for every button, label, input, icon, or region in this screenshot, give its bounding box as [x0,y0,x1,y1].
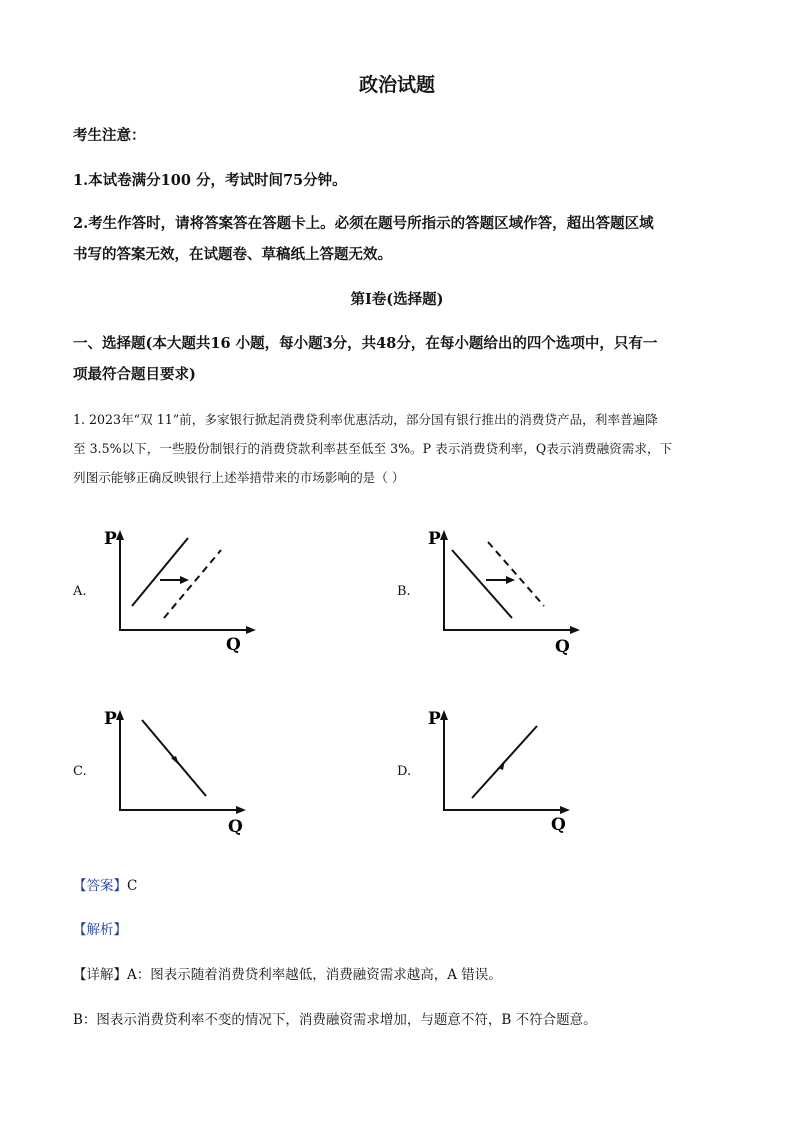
notice-item-2-line2: 书写的答案无效，在试题卷、草稿纸上答题无效。 [73,246,392,263]
detail-line-a [73,963,502,983]
option-b-y-label: P [428,529,441,549]
option-c-graph [100,700,290,840]
option-b-dashed-curve [488,542,544,606]
option-d-y-arrow [440,710,448,720]
question-1-line3: 列图示能够正确反映银行上述举措带来的市场影响的是（ ） [73,470,405,485]
part1-instructions-line1: 一、选择题(本大题共16 小题，每小题3分，共48分，在每小题给出的四个选项中，只有一 [73,335,658,352]
option-a-y-label: P [104,529,117,549]
option-a-graph [100,520,290,660]
detail-label: 【详解】 [73,967,127,983]
detail-a-text: A：图表示随着消费贷利率越低，消费融资需求越高，A 错误。 [127,967,502,983]
question-1-line1: 1. 2023年“双 11”前，多家银行掀起消费贷利率优惠活动，部分国有银行推出的消费贷产品，利率普遍降 [73,412,658,427]
option-c-y-label: P [104,709,117,729]
option-a-letter: A. [73,584,87,599]
option-b-x-label: Q [555,637,570,657]
option-a-dashed-curve [164,550,221,618]
section-title: 第Ⅰ卷(选择题) [350,291,444,308]
answer-value: C [127,878,138,894]
notice-item-1: 1.本试卷满分100 分，考试时间75分钟。 [73,172,347,189]
option-d-graph [424,700,614,840]
option-d-x-arrow [560,806,570,814]
option-a-solid-curve [132,538,188,606]
option-a-x-label: Q [226,635,241,655]
option-c-x-arrow [236,806,246,814]
option-b-y-arrow [440,530,448,540]
question-1-line2: 至 3.5%以下，一些股份制银行的消费贷款利率甚至低至 3%。P 表示消费贷利率，Q表示消费融资需求，下 [73,441,673,456]
option-b-shift-arrow-head [506,576,515,584]
option-c-x-label: Q [228,817,243,837]
notice-heading: 考生注意： [73,127,146,144]
detail-line-b: B：图表示消费贷利率不变的情况下，消费融资需求增加，与题意不符，B 不符合题意。 [73,1012,597,1028]
option-d-x-label: Q [551,815,566,835]
option-a-shift-arrow-head [180,576,189,584]
option-b-solid-curve [452,550,512,618]
option-b-graph [424,520,614,660]
option-d-letter: D. [397,764,412,779]
option-b-x-arrow [570,626,580,634]
option-c-y-arrow [116,710,124,720]
option-d-y-label: P [428,709,441,729]
analysis-label: 【解析】 [73,922,127,938]
option-b-letter: B. [397,584,411,599]
answer-line [73,874,137,894]
option-a-x-arrow [246,626,256,634]
option-a-y-arrow [116,530,124,540]
option-c-letter: C. [73,764,87,779]
page-title: 政治试题 [358,74,435,96]
answer-label: 【答案】 [73,878,127,894]
part1-instructions-line2: 项最符合题目要求) [73,366,196,383]
notice-item-2-line1: 2.考生作答时，请将答案答在答题卡上。必须在题号所指示的答题区域作答，超出答题区域 [73,215,654,232]
